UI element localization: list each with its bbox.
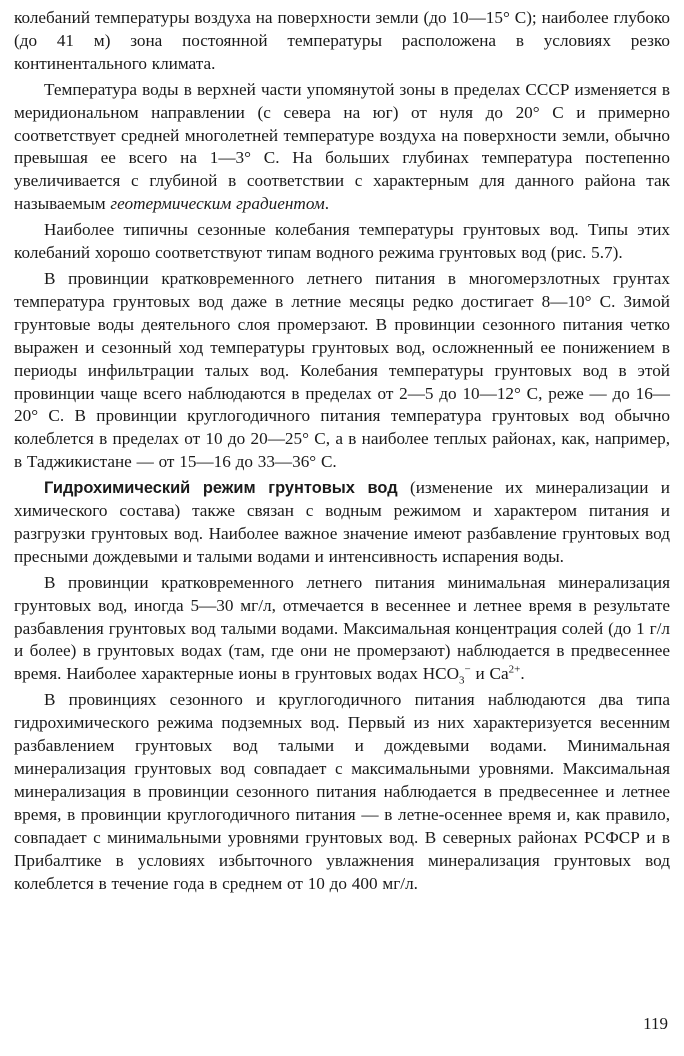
ion-calcium-charge: 2+ xyxy=(508,663,521,676)
page-number: 119 xyxy=(643,1014,668,1033)
paragraph-6-text: В провинции кратковременного летнего питания минимальная минерализация грунтовых вод, иногда 5—30 мг/л, отмечается в весеннее и летнее время в результате разбавления грунтовых вод талыми водами. Максимальная концентрация солей (до 1 г/л и более) в грунтовых водах (там, где они не промерзают) наблюдается в предвесеннее время. Наиболее характерные ионы в грунтовых водах xyxy=(14,572,670,684)
paragraph-5 xyxy=(14,477,670,569)
paragraph-3-text: Наиболее типичны сезонные колебания температуры грунтовых вод. Типы этих колебаний хорошо соответствуют типам водного режима грунтовых вод (рис. 5.7). xyxy=(14,220,670,263)
paragraph-2-text: Температура воды в верхней части упомянутой зоны в пределах СССР изменяется в меридиональном направлении (с севера на юг) от нуля до 20° С и примерно соответствует средней многолетней температуре воздуха на поверхности земли, обычно превышая ее всего на 1—3° С. На больших глубинах температура постепенно увеличивается с глубиной в соответствии с характерным для данного района так называемым xyxy=(14,79,670,214)
paragraph-5-text: (изменение их минерализации и химического состава) также связан с водным режимом и характером питания и разгрузки грунтовых вод. Наиболее важное значение имеют разбавление грунтовых вод пресными дождевыми и талыми водами и интенсивность испарения воды. xyxy=(14,478,670,566)
heading-hydrochemical-regime: Гидрохимический режим грунтовых вод xyxy=(44,479,398,498)
ion-bicarbonate xyxy=(422,663,471,687)
paragraph-7 xyxy=(14,689,670,895)
document-page xyxy=(14,7,670,895)
ion-bicarbonate-subscript: 3 xyxy=(459,674,465,687)
paragraph-4-text: В провинции кратковременного летнего питания в многомерзлотных грунтах температура грунтовых вод даже в летние месяцы редко достигает 8—10° С. Зимой грунтовые воды деятельного слоя промерзают. В провинции сезонного питания четко выражен и сезонный ход температуры грунтовых вод, осложненный ее понижением в периоды инфильтрации талых вод. Колебания температуры грунтовых вод в этой провинции чаще всего наблюдаются в пределах от 2—5 до 10—12° С, реже — до 16—20° С. В провинции круглогодичного питания температура грунтовых вод обычно колеблется в пределах от 10 до 20—25° С, а в наиболее теплых районах, как, например, в Таджикистане — от 15—16 до 33—36° С. xyxy=(14,268,670,472)
paragraph-6 xyxy=(14,572,670,687)
paragraph-4 xyxy=(14,268,670,474)
term-geothermal-gradient: геотермическим градиентом xyxy=(110,194,325,214)
paragraph-2 xyxy=(14,79,670,216)
paragraph-2-end: . xyxy=(324,194,330,214)
paragraph-1-text: колебаний температуры воздуха на поверхности земли (до 10—15° С); наиболее глубоко (до 41 м) зона постоянной температуры расположена в условиях резко континентального климата. xyxy=(14,8,670,73)
ion-conjunction: и xyxy=(470,664,490,684)
paragraph-6-end: . xyxy=(520,664,525,684)
paragraph-7-text: В провинциях сезонного и круглогодичного питания наблюдаются два типа гидрохимического режима подземных вод. Первый из них характеризуется весенним разбавлением грунтовых вод талыми и дождевыми водами. Минимальная минерализация грунтовых вод совпадает с максимальными уровнями. Максимальная минерализация в провинции сезонного питания наблюдается в предвесеннее и летнее время, в провинции круглогодичного питания — в летне-осеннее время и, как правило, совпадает с минимальными уровнями грунтовых вод. В северных районах РСФСР и в Прибалтике в условиях избыточного увлажнения минерализация грунтовых вод колеблется в течение года в среднем от 10 до 400 мг/л. xyxy=(14,690,670,893)
ion-bicarbonate-formula: HCO xyxy=(422,664,459,684)
ion-calcium xyxy=(490,664,521,683)
ion-bicarbonate-charge: − xyxy=(464,663,471,676)
paragraph-3 xyxy=(14,219,670,265)
paragraph-1 xyxy=(14,7,670,76)
ion-calcium-formula: Ca xyxy=(489,664,509,684)
